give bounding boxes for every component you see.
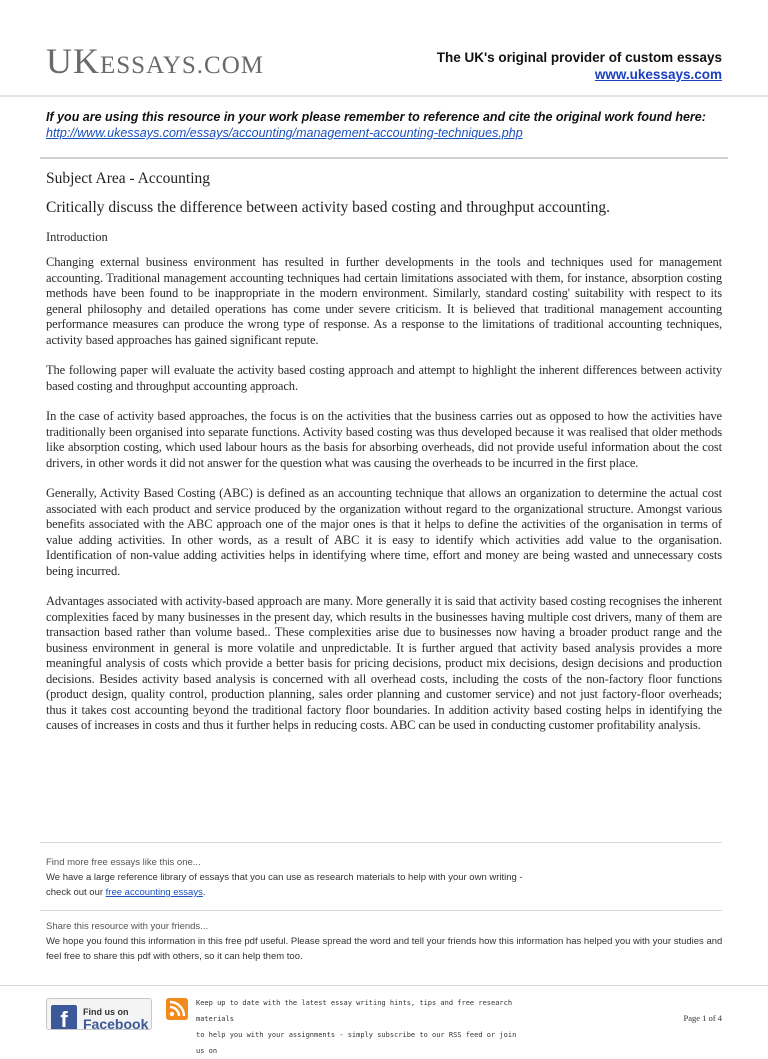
share-heading: Share this resource with your friends... xyxy=(46,921,209,932)
paragraph-3: In the case of activity based approaches, the focus is on the activities that the business carries out as opposed to how the activities have traditionally been organised into separate functions. Activity based costing was thus developed because it was realised that older methods like absorption costing, which used labour hours as the basis for absorbing overheads, did not provide useful information about the cost drivers, in other words it did not answer for the question what was causing the overheads to be incurred in the first place. xyxy=(46,409,722,470)
paragraph-1: Changing external business environment has resulted in further developments in the tools and techniques used for management accounting. Traditional management accounting techniques had certain limitations associated with them, for instance, absorption costing methods have been found to be inappropriate in the modern environment. Similarly, standard costing' suitability with respect to its general philosophy and detailed operations has come under severe criticism. It is believed that traditional management accounting performance measures can produce the wrong type of response. As a response to the limitations of traditional accounting techniques, activity based approaches has gained significant repute. xyxy=(46,255,722,347)
share-text: We hope you found this information in this free pdf useful. Please spread the word and tell your friends how this information has helped you with your studies and feel free to share this pdf with others, so it can help them too. xyxy=(46,936,723,962)
updates-blurb xyxy=(196,995,526,1059)
find-more-prefix: check out our xyxy=(46,887,106,898)
essay-question: Critically discuss the difference between activity based costing and throughput accounting. xyxy=(46,199,611,216)
citation-text: If you are using this resource in your work please remember to reference and cite the original work found here: xyxy=(46,110,706,124)
citation-divider xyxy=(40,157,728,159)
intro-heading: Introduction xyxy=(46,230,108,244)
subject-area: Subject Area - Accounting xyxy=(46,170,210,187)
header-divider xyxy=(0,95,768,97)
rss-icon[interactable] xyxy=(166,998,188,1020)
find-more-line2 xyxy=(46,885,726,900)
tagline-text: The UK's original provider of custom essays xyxy=(436,50,722,65)
paragraph-5: Advantages associated with activity-based approach are many. More generally it is said that activity based costing recognises the inherent complexities faced by many businesses in the present day, which results in the businesses having multiple cost drivers, many of them are transaction based rather than volume based.. These complexities arise due to businesses now having a broader product range and the business environment in general is more volatile and unpredictable. It is further argued that activity based analysis provides a more meaningful analysis of costs which provide a better basis for pricing decisions, product mix decisions, design decisions and production decisions. Besides activity based analysis is concerned with all overhead costs, including the costs of the non-factory floor functions (product design, quality control, production planning, sales order planning and customer service) and not just factory-floor overheads; thus it takes cost accounting beyond the traditional factory floor boundaries. In addition activity based costing helps in identifying the causes of increases in costs and thus it further helps in reducing costs. ABC can be used in conducting customer profitability analysis. xyxy=(46,594,722,732)
facebook-line2: Facebook xyxy=(83,1016,149,1030)
footer-divider-3 xyxy=(0,985,768,986)
facebook-line1: Find us on xyxy=(83,1007,129,1017)
footer-divider-2 xyxy=(40,910,722,911)
paragraph-4: Generally, Activity Based Costing (ABC) is defined as an accounting technique that allows an organization to determine the actual cost associated with each product and service produced by the organization without regard to the organizational structure. Amongst various benefits associated with the ABC approach one of the major ones is that it helps to define the activities of the organisation in terms of value adding activities. In other words, as a result of ABC it is easy to identify which activities add value to the organisation. Identification of non-value adding activities helps in identifying where time, effort and money are being wasted and unnecessary costs being incurred. xyxy=(46,486,722,578)
footer-divider-1 xyxy=(40,842,722,843)
find-more-suffix: . xyxy=(202,887,206,898)
logo-main: UK xyxy=(46,41,100,81)
citation-notice xyxy=(46,109,726,141)
logo-rest: ESSAYS.COM xyxy=(100,52,265,79)
paragraph-2: The following paper will evaluate the activity based costing approach and attempt to highlight the inherent differences between activity based costing and throughput accounting approach. xyxy=(46,363,722,393)
citation-url-link[interactable]: http://www.ukessays.com/essays/accounting/management-accounting-techniques.php xyxy=(46,126,523,140)
updates-line2: to help you with your assignments - simply subscribe to our RSS feed or join us on xyxy=(196,1031,517,1055)
ukessays-logo[interactable] xyxy=(46,40,264,82)
facebook-button[interactable] xyxy=(46,998,152,1030)
find-more-heading: Find more free essays like this one... xyxy=(46,857,201,868)
updates-line1: Keep up to date with the latest essay writing hints, tips and free research materials xyxy=(196,999,513,1023)
site-link[interactable]: www.ukessays.com xyxy=(594,67,722,82)
document-body xyxy=(46,170,722,749)
header-tagline xyxy=(437,49,722,83)
find-more-text: We have a large reference library of essays that you can use as research materials to help with your own writing - xyxy=(46,872,523,883)
share-section xyxy=(46,919,726,964)
find-more-section xyxy=(46,855,726,900)
facebook-icon: f xyxy=(51,1005,77,1030)
page-number: Page 1 of 4 xyxy=(683,1013,722,1023)
free-accounting-essays-link[interactable]: free accounting essays xyxy=(105,887,203,898)
